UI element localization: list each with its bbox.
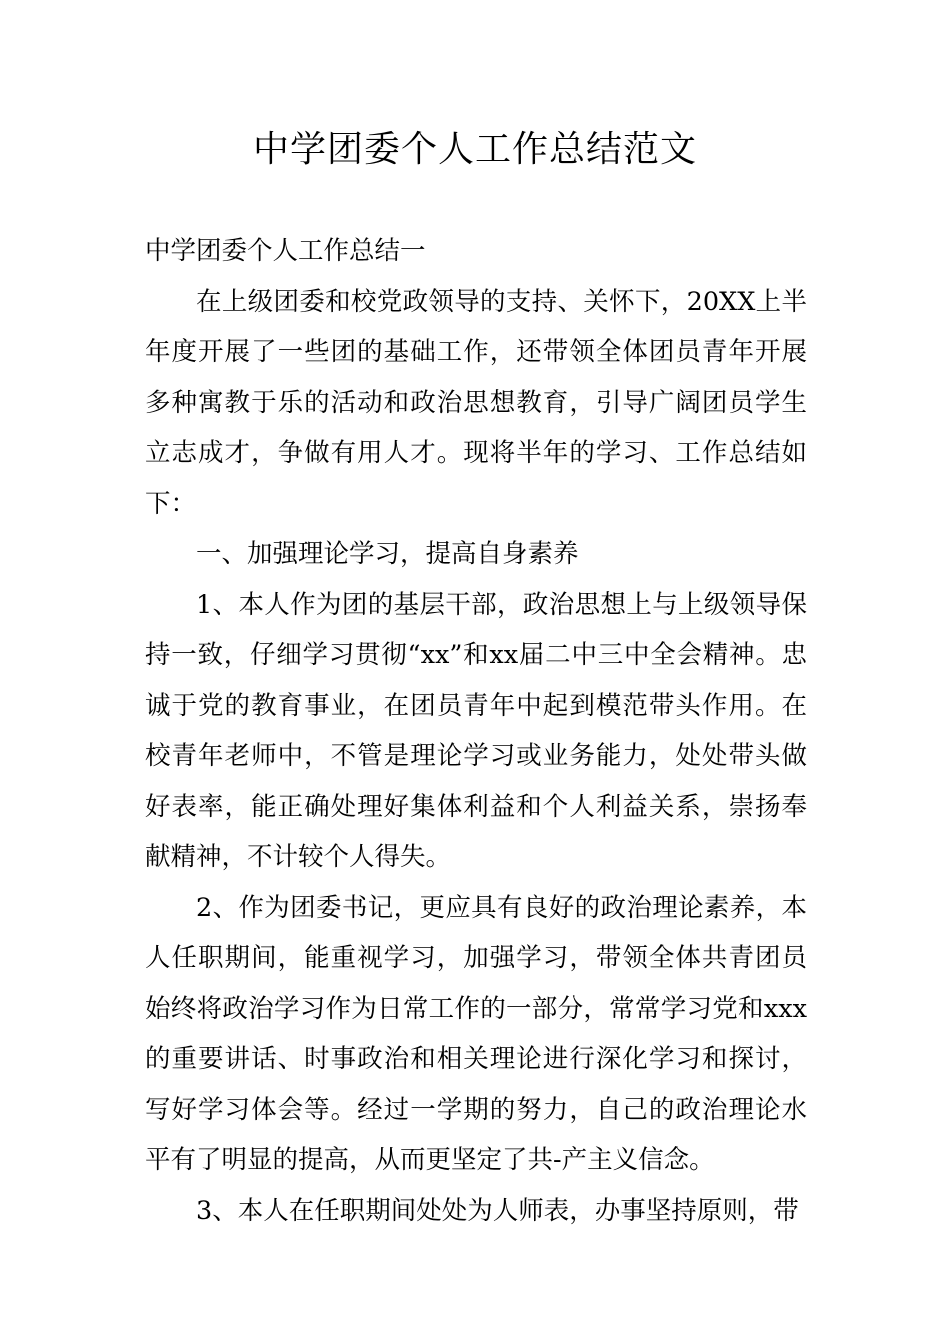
- intro-paragraph: 在上级团委和校党政领导的支持、关怀下，20XX上半年度开展了一些团的基础工作，还带领全体团员青年开展多种寓教于乐的活动和政治思想教育，引导广阔团员学生立志成才，争做有用人才。现将半年的学习、工作总结如下：: [145, 286, 807, 519]
- section-heading: 中学团委个人工作总结一: [145, 236, 426, 266]
- paragraph-item-1: 1、本人作为团的基层干部，政治思想上与上级领导保持一致，仔细学习贯彻“xx”和xx届二中三中全会精神。忠诚于党的教育事业，在团员青年中起到模范带头作用。在校青年老师中，不管是理论学习或业务能力，处处带头做好表率，能正确处理好集体利益和个人利益关系，崇扬奉献精神，不计较个人得失。: [145, 589, 807, 872]
- subsection-heading: 一、加强理论学习，提高自身素养: [196, 539, 579, 569]
- paragraph-item-3: 3、本人在任职期间处处为人师表，办事坚持原则，带: [196, 1195, 799, 1226]
- document-title: 中学团委个人工作总结范文: [252, 129, 697, 170]
- document-body: [145, 226, 807, 1236]
- paragraph-item-2: 2、作为团委书记，更应具有良好的政治理论素养，本人任职期间，能重视学习，加强学习，带领全体共青团员始终将政治学习作为日常工作的一部分，常常学习党和xxx的重要讲话、时事政治和相关理论进行深化学习和探讨，写好学习体会等。经过一学期的努力，自己的政治理论水平有了明显的提高，从而更坚定了共-产主义信念。: [145, 892, 807, 1175]
